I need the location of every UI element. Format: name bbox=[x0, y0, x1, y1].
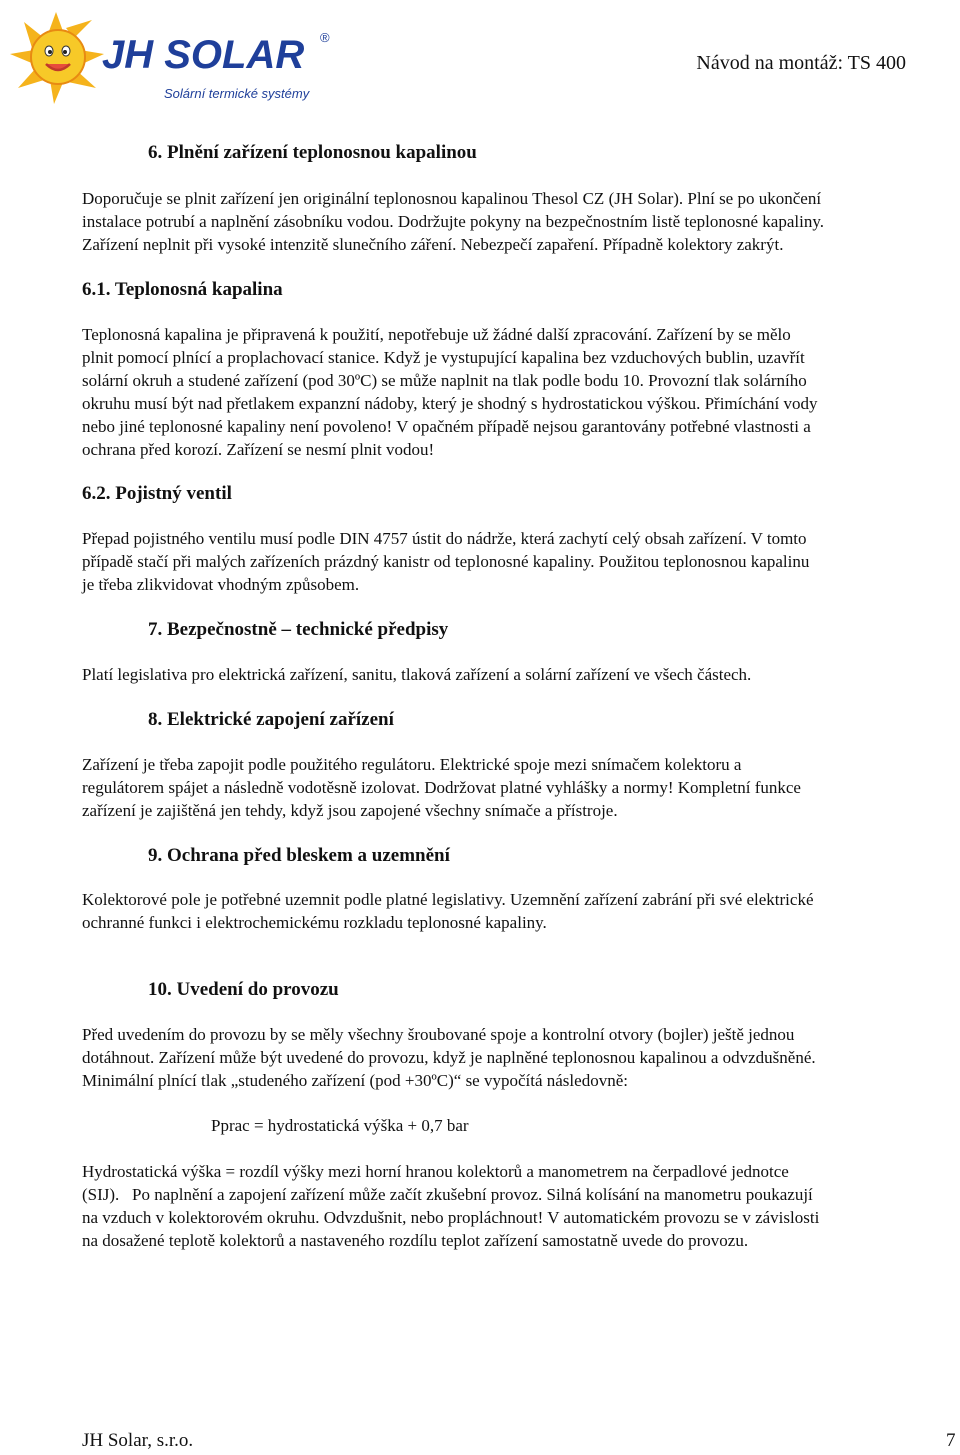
section-6-heading: 6. Plnění zařízení teplonosnou kapalinou bbox=[148, 142, 477, 163]
footer-company: JH Solar, s.r.o. bbox=[82, 1430, 194, 1451]
text-line: na vzduch v kolektorovém okruhu. Odvzdušnit, nebo propláchnout! V automatickém provozu se v závislosti bbox=[82, 1208, 820, 1227]
text-line: nebo jiné teplonosné kapaliny není povoleno! V opačném případě nejsou garantovány potřebné vlastnosti a bbox=[82, 417, 811, 436]
section-6-1-heading: 6.1. Teplonosná kapalina bbox=[82, 279, 283, 300]
text-line: Kolektorové pole je potřebné uzemnit podle platné legislativy. Uzemnění zařízení zabrání při své elektrické bbox=[82, 890, 814, 909]
text-line: plnit pomocí plnící a proplachovací stanice. Když je vystupující kapalina bez vzduchových bublin, uzavřít bbox=[82, 348, 805, 367]
text-line: dotáhnout. Zařízení může být uvedené do provozu, když je naplněné teplonosnou kapalinou a odvzdušněné. bbox=[82, 1048, 816, 1067]
page-number: 7 bbox=[946, 1430, 956, 1451]
text-line: regulátorem spájet a následně vodotěsně izolovat. Dodržovat platné vyhlášky a normy! Kompletní funkce bbox=[82, 778, 801, 797]
text-line: Přepad pojistného ventilu musí podle DIN 4757 ústit do nádrže, která zachytí celý obsah zařízení. V tomto bbox=[82, 529, 807, 548]
text-line: ochrana před korozí. Zařízení se nesmí plnit vodou! bbox=[82, 440, 435, 459]
text-line: Hydrostatická výška = rozdíl výšky mezi horní hranou kolektorů a manometrem na čerpadlové jednotce bbox=[82, 1162, 789, 1181]
text-line: Teplonosná kapalina je připravená k použití, nepotřebuje už žádné další zpracování. Zařízení by se mělo bbox=[82, 325, 791, 344]
text-line: případě stačí při malých zařízeních prázdný kanistr od teplonosné kapaliny. Použitou teplonosnou kapalinu bbox=[82, 552, 810, 571]
brand-name: JH SOLAR bbox=[102, 33, 305, 77]
brand-tagline: Solární termické systémy bbox=[164, 86, 310, 101]
section-6-2-heading: 6.2. Pojistný ventil bbox=[82, 483, 232, 504]
text-line: (SIJ). Po naplnění a zapojení zařízení může začít zkušební provoz. Silná kolísání na manometru poukazují bbox=[82, 1185, 813, 1204]
text-line: instalace potrubí a naplnění zásobníku vodou. Dodržujte pokyny na bezpečnostním listě teplonosné kapaliny. bbox=[82, 212, 824, 231]
text-line: je třeba zlikvidovat vhodným způsobem. bbox=[82, 575, 360, 594]
section-7-text bbox=[82, 663, 954, 686]
section-8-text bbox=[82, 753, 954, 822]
text-line: okruhu musí být nad přetlakem expanzní nádoby, který je shodný s hydrostatickou výškou. Přimíchání vody bbox=[82, 394, 818, 413]
text-line: Doporučuje se plnit zařízení jen originální teplonosnou kapalinou Thesol CZ (JH Solar). Plní se po ukončení bbox=[82, 189, 822, 208]
text-line: na dosažené teplotě kolektorů a nastaveného rozdílu teplot zařízení samostatně uvede do provozu. bbox=[82, 1231, 749, 1250]
text-line: Před uvedením do provozu by se měly všechny šroubované spoje a kontrolní otvory (bojler) ještě jednou bbox=[82, 1025, 795, 1044]
section-6-text bbox=[82, 187, 954, 256]
text-line: Minimální plnící tlak „studeného zařízení (pod +30ºC)“ se vypočítá následovně: bbox=[82, 1071, 628, 1090]
section-10-text-2 bbox=[82, 1160, 954, 1252]
text-line: Zařízení je třeba zapojit podle použitého regulátoru. Elektrické spoje mezi snímačem kolektoru a bbox=[82, 755, 742, 774]
document-title: Návod na montáž: TS 400 bbox=[696, 52, 906, 74]
section-10-text bbox=[82, 1023, 954, 1092]
text-line: Zařízení neplnit při vysoké intenzitě slunečního záření. Nebezpečí zapaření. Případně kolektory zakrýt. bbox=[82, 235, 784, 254]
section-6-1-text bbox=[82, 323, 954, 461]
section-9-text bbox=[82, 888, 954, 934]
section-7-heading: 7. Bezpečnostně – technické předpisy bbox=[148, 619, 449, 640]
section-8-heading: 8. Elektrické zapojení zařízení bbox=[148, 709, 394, 730]
registered-mark: ® bbox=[320, 30, 330, 45]
text-line: zařízení je zajištěná jen tehdy, když jsou zapojené všechny snímače a přístroje. bbox=[82, 801, 618, 820]
text-line: solární okruh a studené zařízení (pod 30ºC) se může naplnit na tlak podle bodu 10. Provozní tlak solárního bbox=[82, 371, 807, 390]
section-6-2-text bbox=[82, 527, 954, 596]
jh-solar-logo bbox=[4, 4, 334, 104]
section-9-heading: 9. Ochrana před bleskem a uzemnění bbox=[148, 845, 450, 866]
text-line: Platí legislativa pro elektrická zařízení, sanitu, tlaková zařízení a solární zařízení ve všech částech. bbox=[82, 665, 752, 684]
pressure-formula: Pprac = hydrostatická výška + 0,7 bar bbox=[211, 1116, 469, 1135]
text-line: ochranné funkci i elektrochemickému rozkladu teplonosné kapaliny. bbox=[82, 913, 547, 932]
sun-logo-icon bbox=[4, 4, 334, 104]
section-10-heading: 10. Uvedení do provozu bbox=[148, 979, 339, 1000]
